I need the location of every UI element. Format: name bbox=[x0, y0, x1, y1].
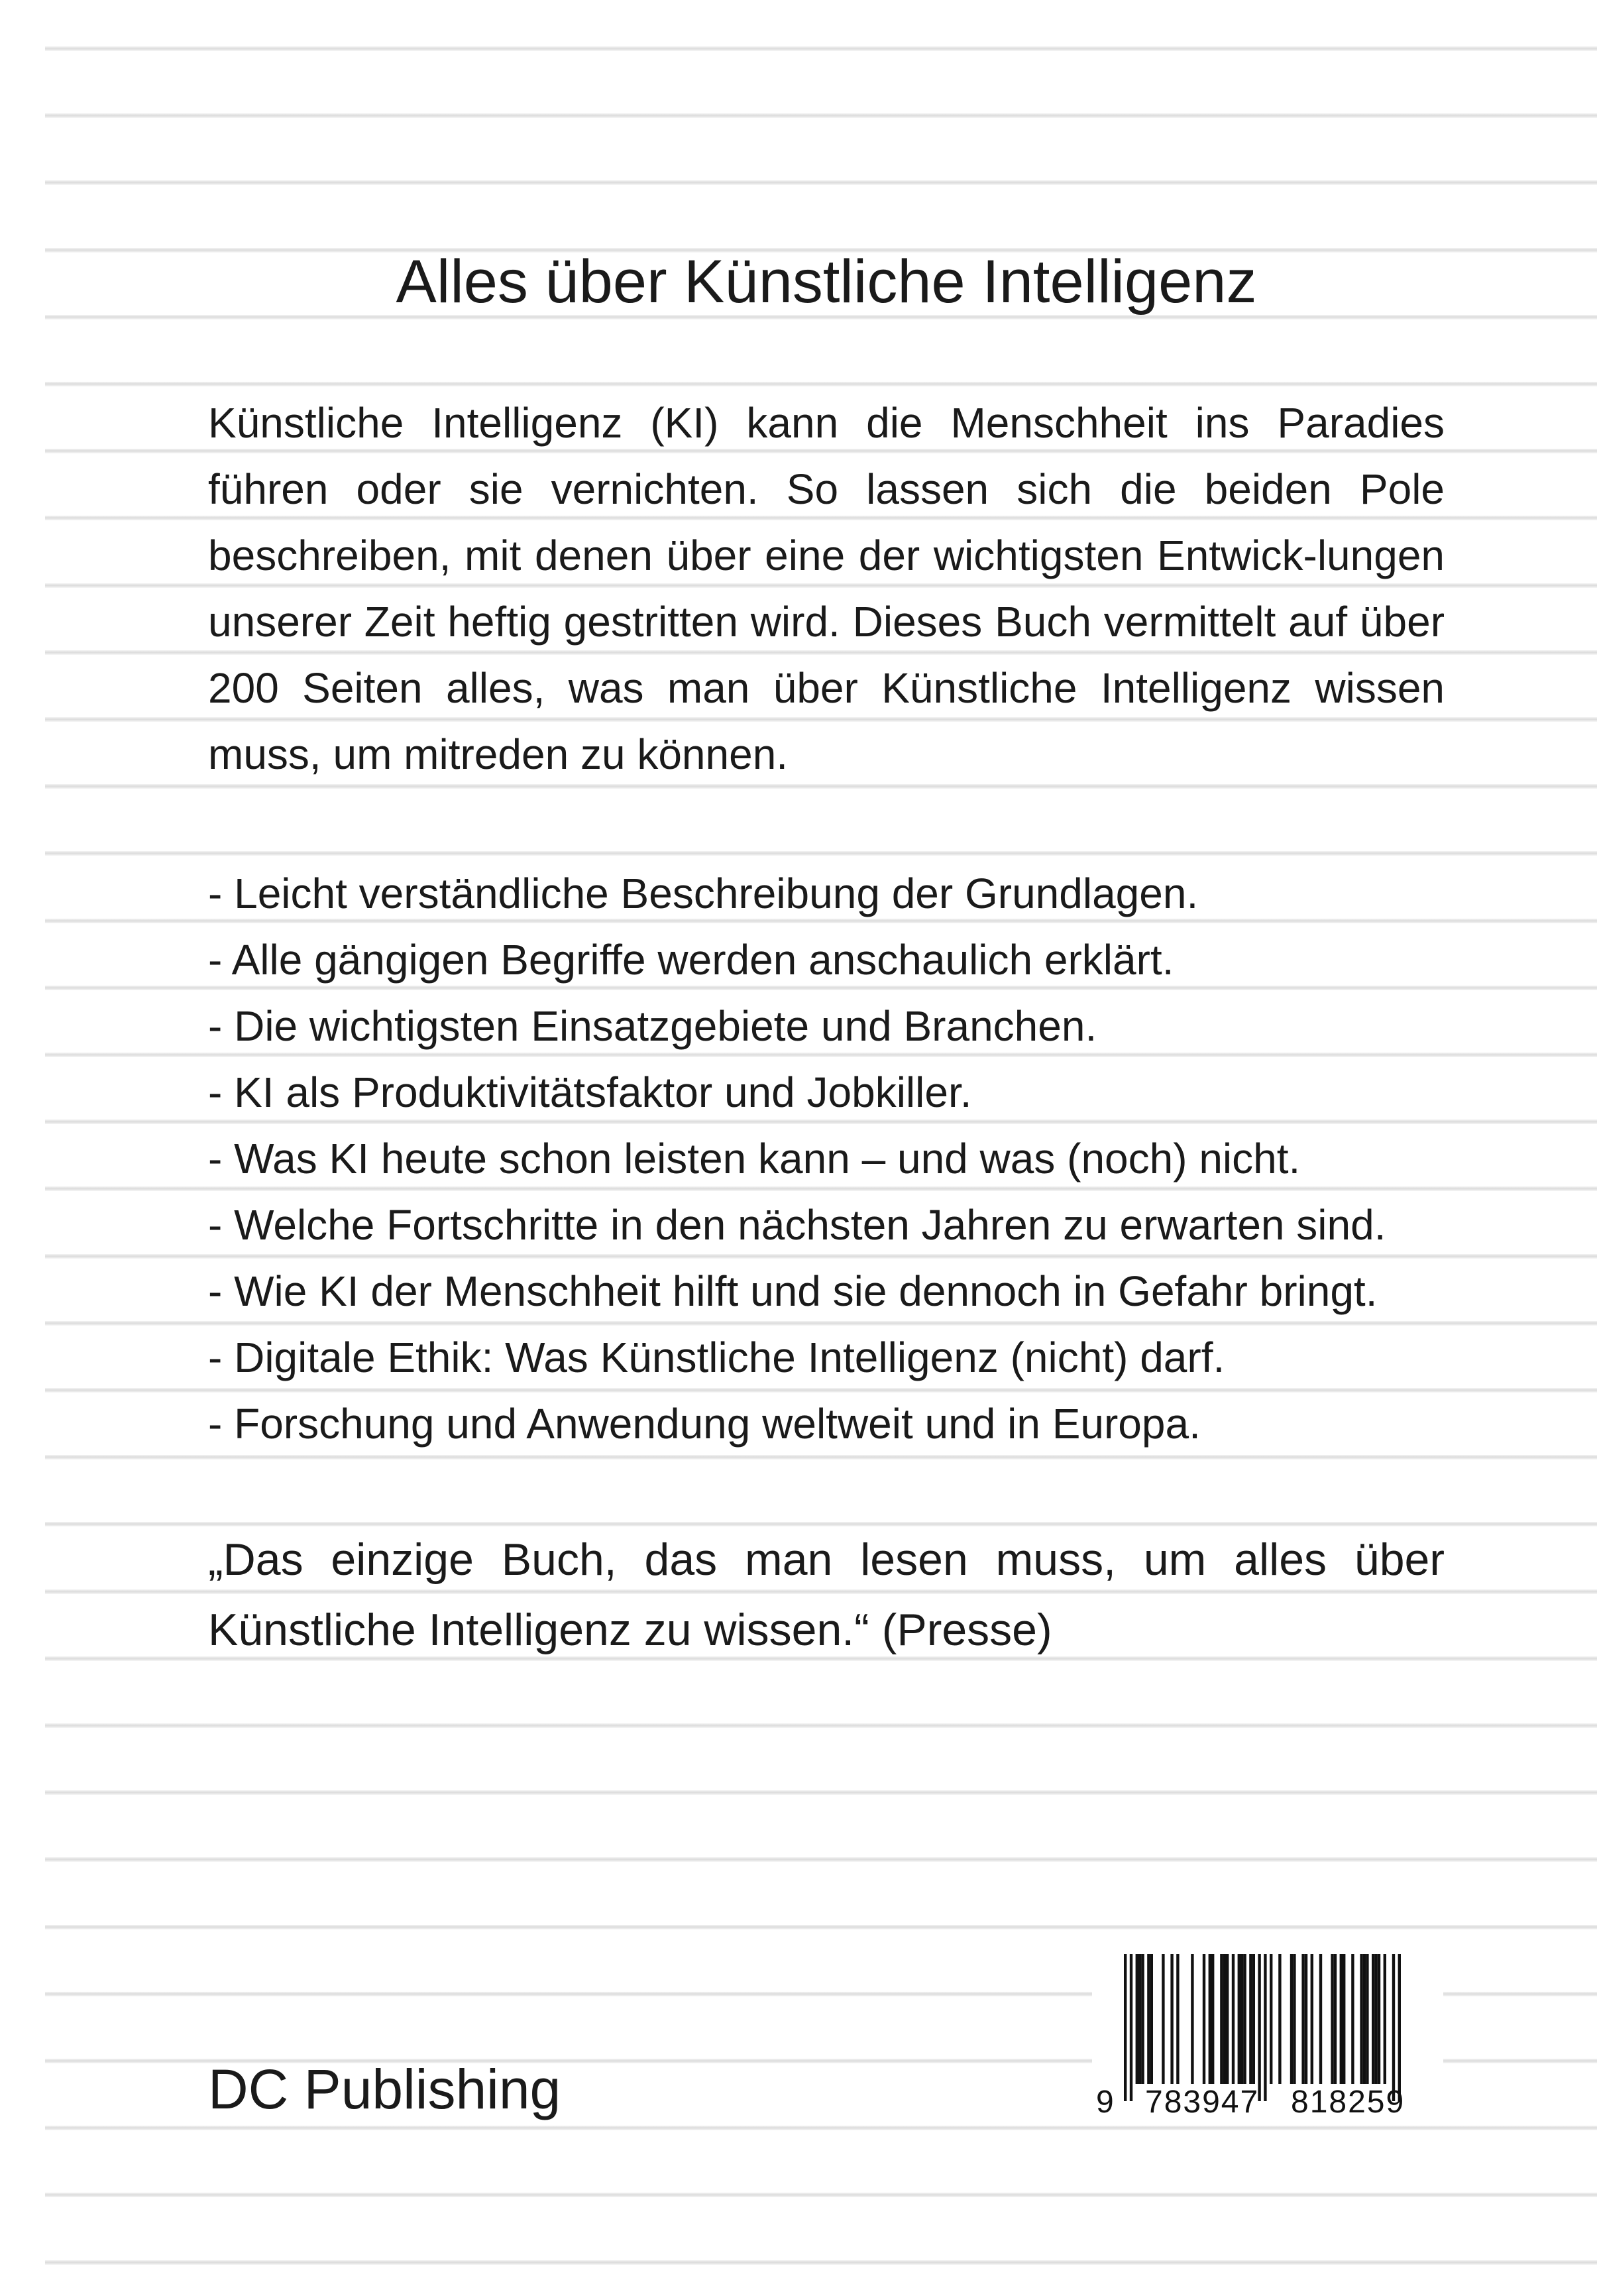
list-item: - Forschung und Anwendung weltweit und in Europa. bbox=[208, 1400, 1201, 1448]
barcode-bar bbox=[1220, 1954, 1223, 2084]
barcode-bar bbox=[1305, 1954, 1307, 2084]
ruled-line bbox=[45, 1790, 1597, 1795]
barcode-bar bbox=[1223, 1954, 1226, 2084]
barcode-bar bbox=[1249, 1954, 1252, 2084]
barcode-guard-bar bbox=[1398, 1954, 1401, 2101]
ruled-line bbox=[45, 1723, 1597, 1728]
list-item: - KI als Produktivitätsfaktor und Jobkiller. bbox=[208, 1068, 972, 1116]
list-item: - Leicht verständliche Beschreibung der Grundlagen. bbox=[208, 870, 1199, 917]
ruled-line bbox=[45, 382, 1597, 386]
ruled-line bbox=[45, 46, 1597, 51]
barcode-bar bbox=[1334, 1954, 1337, 2084]
list-item: - Digitale Ethik: Was Künstliche Intelligenz (nicht) darf. bbox=[208, 1334, 1225, 1381]
ruled-line bbox=[45, 180, 1597, 185]
barcode-guard-bar bbox=[1130, 1954, 1132, 2101]
ruled-line bbox=[45, 1925, 1597, 1929]
barcode-bar bbox=[1138, 1954, 1141, 2084]
barcode-bar bbox=[1232, 1954, 1235, 2084]
barcode-bar bbox=[1209, 1954, 1211, 2084]
barcode-bar bbox=[1343, 1954, 1345, 2084]
barcode-bar bbox=[1366, 1954, 1368, 2084]
list-item: - Die wichtigsten Einsatzgebiete und Branchen. bbox=[208, 1002, 1097, 1050]
ruled-line bbox=[45, 2193, 1597, 2197]
barcode-bar bbox=[1384, 1954, 1386, 2084]
publisher-name: DC Publishing bbox=[208, 2058, 561, 2120]
barcode-bar bbox=[1378, 1954, 1380, 2084]
barcode-first-digit: 9 bbox=[1096, 2085, 1114, 2120]
barcode-bar bbox=[1293, 1954, 1295, 2084]
page-title: Alles über Künstliche Intelligenz bbox=[396, 248, 1257, 316]
barcode-bar bbox=[1191, 1954, 1193, 2084]
isbn-barcode bbox=[1092, 1950, 1443, 2121]
barcode-bar bbox=[1278, 1954, 1281, 2084]
barcode-bar bbox=[1150, 1954, 1153, 2084]
barcode-bar bbox=[1319, 1954, 1322, 2084]
list-item: - Welche Fortschritte in den nächsten Jahren zu erwarten sind. bbox=[208, 1201, 1386, 1249]
barcode-bar bbox=[1176, 1954, 1179, 2084]
barcode-guard-bar bbox=[1258, 1954, 1260, 2101]
barcode-right-group: 818259 bbox=[1291, 2085, 1405, 2120]
intro-paragraph: Künstliche Intelligenz (KI) kann die Menschheit ins Paradies führen oder sie vernichten. So lassen sich die beiden Pole beschreiben, mit denen über eine der wichtigsten Entwick-lungen unserer Zeit heftig gestritten wird. Dieses Buch vermittelt auf über 200 Seiten alles, was man über Künstliche Intelligenz wissen muss, um mitreden zu können. bbox=[208, 399, 1445, 778]
list-item: - Wie KI der Menschheit hilft und sie dennoch in Gefahr bringt. bbox=[208, 1267, 1378, 1315]
barcode-bar bbox=[1270, 1954, 1272, 2084]
ruled-line bbox=[45, 1857, 1597, 1862]
barcode-bar bbox=[1170, 1954, 1173, 2084]
press-quote: „Das einzige Buch, das man lesen muss, um alles über Künstliche Intelligenz zu wissen.“ (Presse) bbox=[208, 1534, 1445, 1655]
ruled-line bbox=[45, 113, 1597, 118]
barcode-bar bbox=[1136, 1954, 1138, 2084]
barcode-bar bbox=[1340, 1954, 1343, 2084]
barcode-bar bbox=[1331, 1954, 1333, 2084]
barcode-bar bbox=[1238, 1954, 1240, 2084]
barcode-bar bbox=[1162, 1954, 1164, 2084]
list-item: - Alle gängigen Begriffe werden anschaulich erklärt. bbox=[208, 936, 1174, 984]
barcode-bar bbox=[1147, 1954, 1150, 2084]
barcode-left-group: 783947 bbox=[1145, 2085, 1260, 2120]
barcode-bar bbox=[1374, 1954, 1377, 2084]
barcode-bar bbox=[1211, 1954, 1214, 2084]
feature-list bbox=[208, 860, 1445, 1457]
barcode-guard-bar bbox=[1264, 1954, 1266, 2101]
barcode-bar bbox=[1252, 1954, 1255, 2084]
barcode-bar bbox=[1203, 1954, 1205, 2084]
barcode-guard-bar bbox=[1392, 1954, 1395, 2101]
barcode-bar bbox=[1226, 1954, 1229, 2084]
barcode-bar bbox=[1351, 1954, 1354, 2084]
barcode-bar bbox=[1363, 1954, 1366, 2084]
ruled-line bbox=[45, 2260, 1597, 2265]
ruled-line bbox=[45, 851, 1597, 856]
ruled-line bbox=[45, 2126, 1597, 2130]
barcode-bar bbox=[1290, 1954, 1293, 2084]
barcode-bar bbox=[1243, 1954, 1246, 2084]
barcode-bar bbox=[1372, 1954, 1374, 2084]
barcode-bar bbox=[1301, 1954, 1304, 2084]
barcode-digits bbox=[1092, 2084, 1443, 2121]
barcode-bar bbox=[1240, 1954, 1243, 2084]
barcode-bar bbox=[1141, 1954, 1144, 2084]
barcode-guard-bar bbox=[1124, 1954, 1127, 2101]
barcode-bar bbox=[1360, 1954, 1362, 2084]
list-item: - Was KI heute schon leisten kann – und was (noch) nicht. bbox=[208, 1135, 1301, 1182]
barcode-bar bbox=[1311, 1954, 1313, 2084]
